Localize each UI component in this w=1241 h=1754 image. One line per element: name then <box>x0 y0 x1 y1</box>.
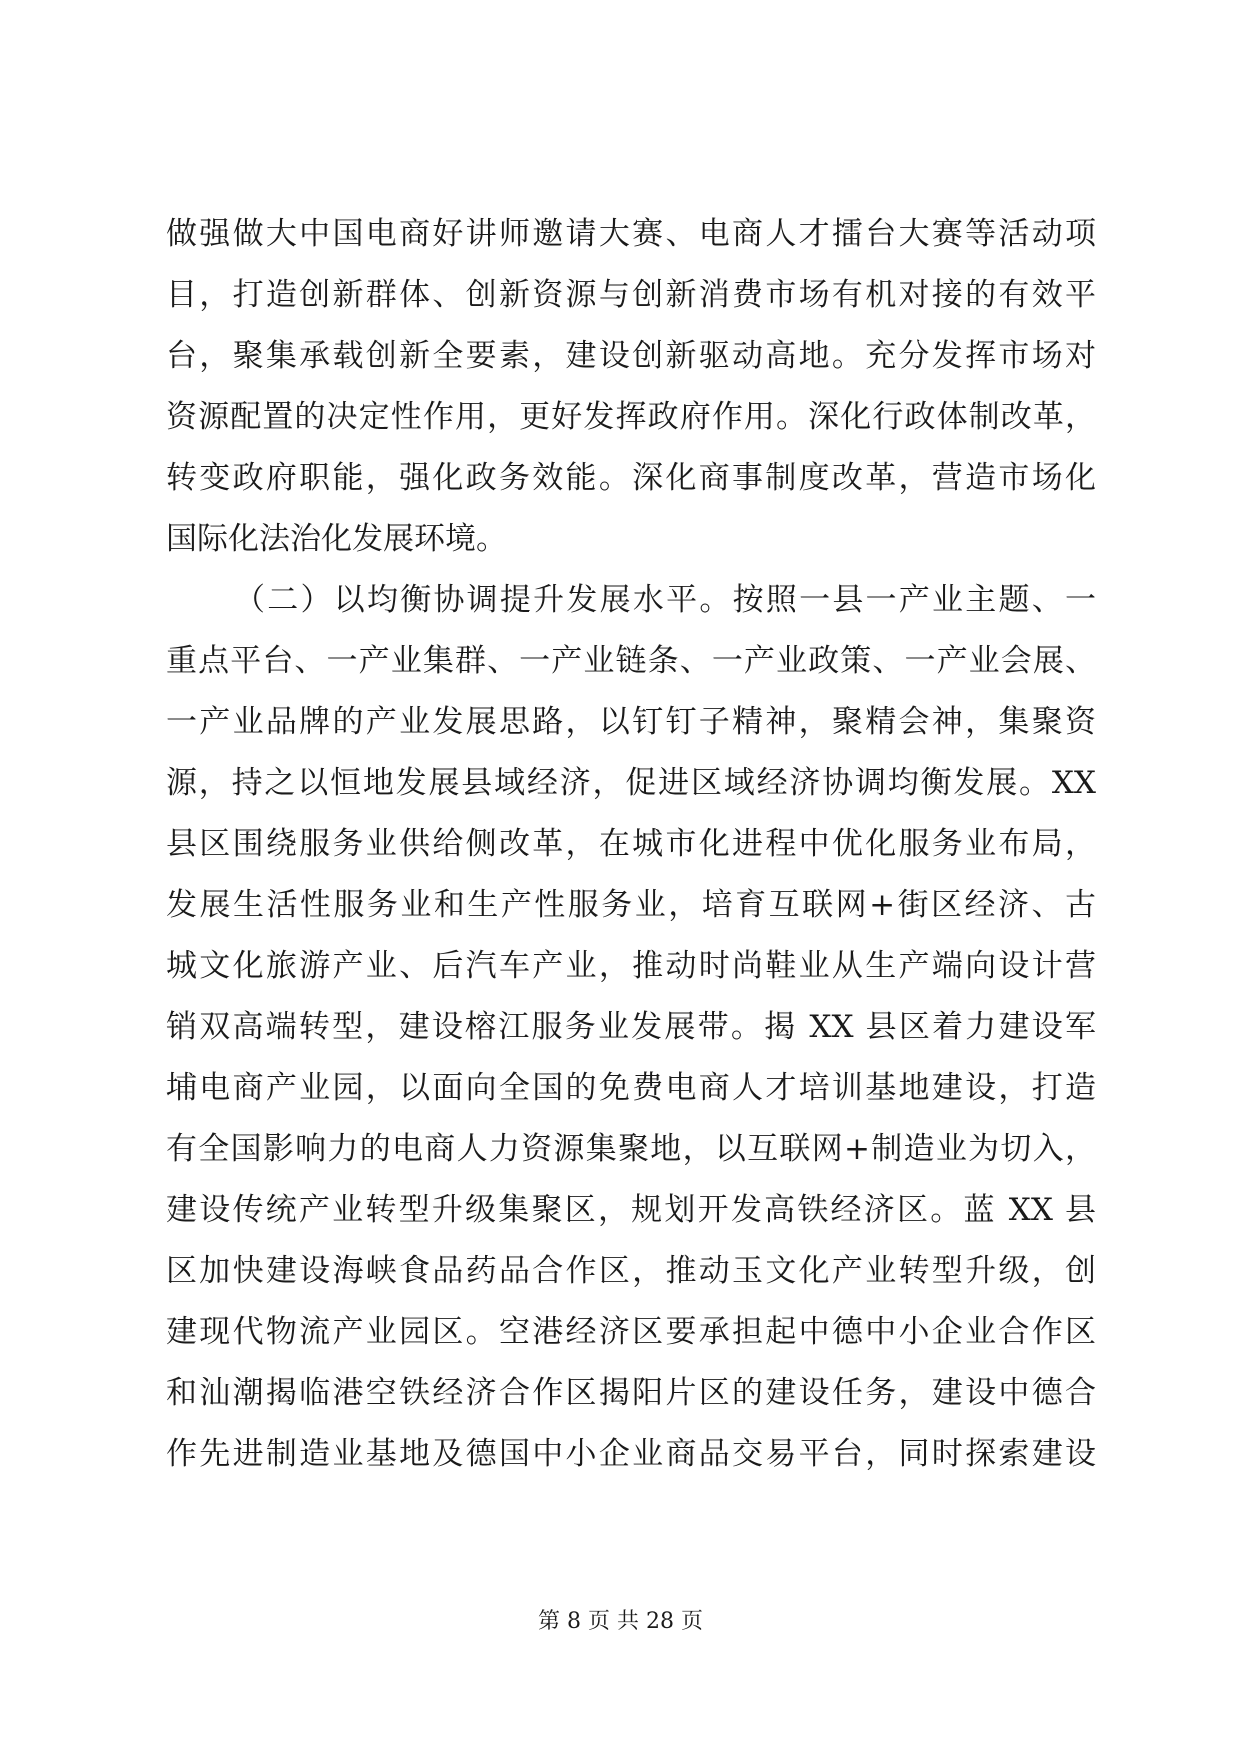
text-line: 销双高端转型，建设榕江服务业发展带。揭 XX 县区着力建设军 <box>166 1009 1096 1045</box>
text-line: 城文化旅游产业、后汽车产业，推动时尚鞋业从生产端向设计营 <box>166 948 1096 984</box>
text-line: 发展生活性服务业和生产性服务业，培育互联网+街区经济、古 <box>166 887 1096 923</box>
text-line: 台，聚集承载创新全要素，建设创新驱动高地。充分发挥市场对 <box>166 338 1096 374</box>
text-line: 源，持之以恒地发展县域经济，促进区域经济协调均衡发展。XX <box>166 765 1096 801</box>
text-line: 埔电商产业园，以面向全国的免费电商人才培训基地建设，打造 <box>166 1070 1096 1106</box>
text-line: 转变政府职能，强化政务效能。深化商事制度改革，营造市场化 <box>166 460 1096 496</box>
text-line: 县区围绕服务业供给侧改革，在城市化进程中优化服务业布局， <box>166 826 1096 862</box>
text-line: 区加快建设海峡食品药品合作区，推动玉文化产业转型升级，创 <box>166 1253 1096 1289</box>
page-number-footer: 第 8 页 共 28 页 <box>538 1609 703 1634</box>
text-line: 国际化法治化发展环境。 <box>166 521 507 557</box>
paragraph-1 <box>166 204 1096 570</box>
text-line: 目，打造创新群体、创新资源与创新消费市场有机对接的有效平 <box>166 277 1096 313</box>
text-line: 一产业品牌的产业发展思路，以钉钉子精神，聚精会神，集聚资 <box>166 704 1096 740</box>
text-line: 作先进制造业基地及德国中小企业商品交易平台，同时探索建设 <box>166 1436 1096 1472</box>
text-line: 有全国影响力的电商人力资源集聚地，以互联网+制造业为切入， <box>166 1131 1096 1167</box>
text-line: 重点平台、一产业集群、一产业链条、一产业政策、一产业会展、 <box>166 643 1096 679</box>
paragraph-2 <box>166 570 1096 1485</box>
body-text <box>166 204 1096 1485</box>
text-line: 和汕潮揭临港空铁经济合作区揭阳片区的建设任务，建设中德合 <box>166 1375 1096 1411</box>
text-line: 做强做大中国电商好讲师邀请大赛、电商人才擂台大赛等活动项 <box>166 216 1096 252</box>
text-line: 资源配置的决定性作用，更好发挥政府作用。深化行政体制改革， <box>166 399 1096 435</box>
text-line: 建设传统产业转型升级集聚区，规划开发高铁经济区。蓝 XX 县 <box>166 1192 1096 1228</box>
text-line: 建现代物流产业园区。空港经济区要承担起中德中小企业合作区 <box>166 1314 1096 1350</box>
text-line: （二）以均衡协调提升发展水平。按照一县一产业主题、一 <box>234 582 1096 618</box>
